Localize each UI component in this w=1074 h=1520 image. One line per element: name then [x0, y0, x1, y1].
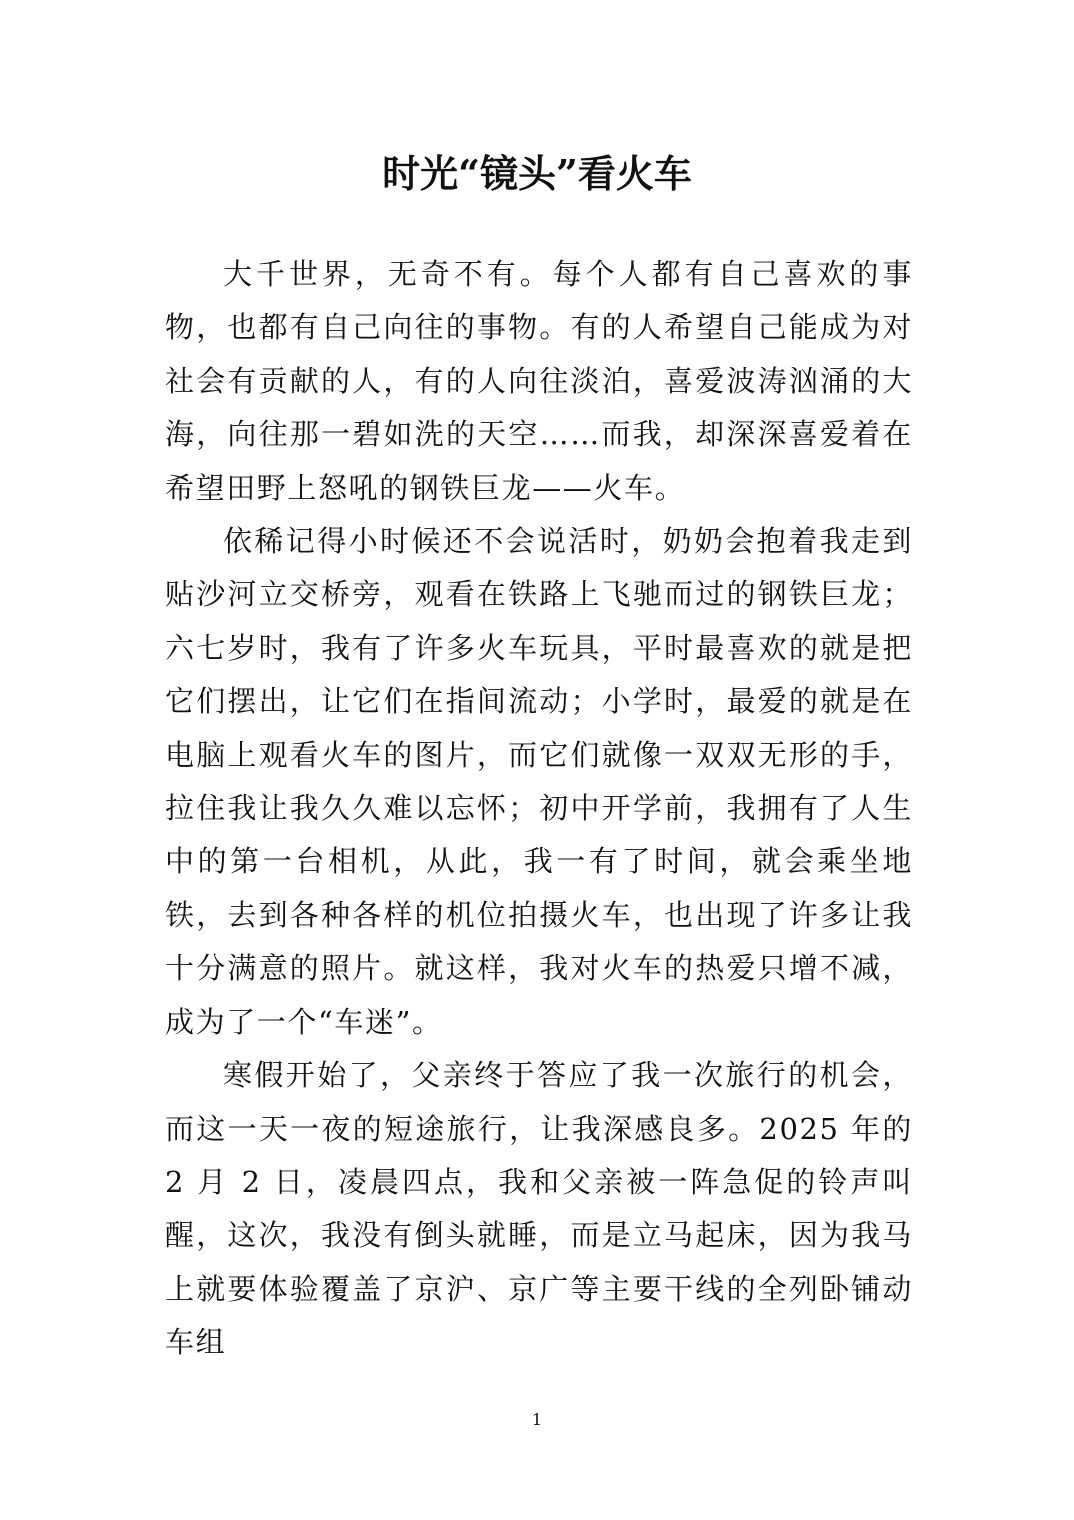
paragraph-3: 寒假开始了，父亲终于答应了我一次旅行的机会，而这一天一夜的短途旅行，让我深感良多。2025 年的 2 月 2 日，凌晨四点，我和父亲被一阵急促的铃声叫醒，这次，我没有倒头就睡，而是立马起床，因为我马上就要体验覆盖了京沪、京广等主要干线的全列卧铺动车组	[165, 1058, 913, 1360]
document-body	[165, 248, 913, 1370]
page-number: 1	[531, 1410, 543, 1429]
paragraph-2: 依稀记得小时候还不会说活时，奶奶会抱着我走到贴沙河立交桥旁，观看在铁路上飞驰而过的钢铁巨龙；六七岁时，我有了许多火车玩具，平时最喜欢的就是把它们摆出，让它们在指间流动；小学时，最爱的就是在电脑上观看火车的图片，而它们就像一双双无形的手，拉住我让我久久难以忘怀；初中开学前，我拥有了人生中的第一台相机，从此，我一有了时间，就会乘坐地铁，去到各种各样的机位拍摄火车，也出现了许多让我十分满意的照片。就这样，我对火车的热爱只增不减，成为了一个“车迷”。	[165, 524, 913, 1039]
paragraph-1: 大千世界，无奇不有。每个人都有自己喜欢的事物，也都有自己向往的事物。有的人希望自己能成为对社会有贡献的人，有的人向往淡泊，喜爱波涛汹涌的大海，向往那一碧如洗的天空……而我，却深深喜爱着在希望田野上怒吼的钢铁巨龙——火车。	[165, 257, 913, 505]
document-title: 时光“镜头”看火车	[382, 151, 692, 196]
